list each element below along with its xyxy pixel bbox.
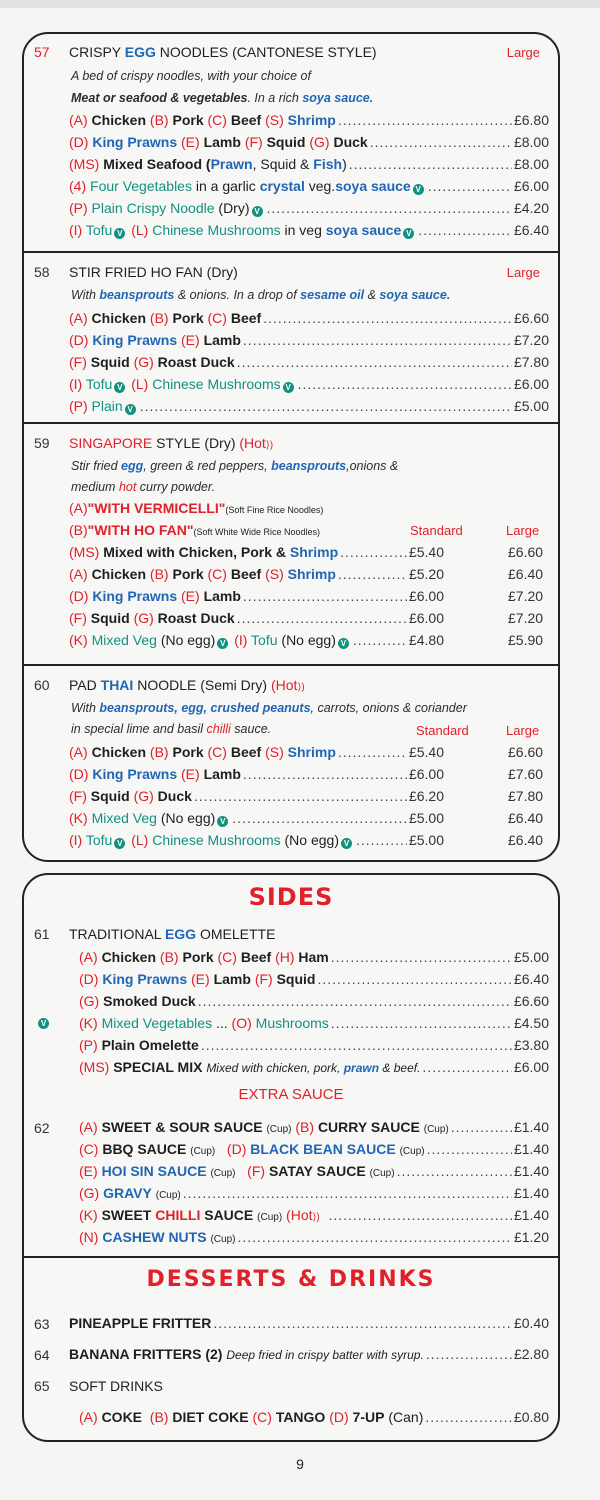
- menu-option-row: (C) BBQ SAUCE (Cup) (D) BLACK BEAN SAUCE (Cup) ..... £1.40: [79, 1141, 549, 1159]
- chilli-icon: ⟩): [312, 1212, 320, 1223]
- item-description: Meat or seafood & vegetables. In a rich soya sauce.: [71, 91, 374, 105]
- vegetarian-icon: V: [403, 228, 414, 239]
- menu-option-row: (A) SWEET & SOUR SAUCE (Cup) (B) CURRY SAUCE (Cup) ..... £1.40: [79, 1119, 549, 1137]
- vegetarian-icon: V: [283, 382, 294, 393]
- menu-option-row: (A) Chicken (B) Pork (C) Beef (S) Shrimp ..... £5.20: [69, 566, 444, 584]
- size-large-label: Large: [506, 45, 540, 60]
- menu-option-row: (MS) Mixed with Chicken, Pork & Shrimp ..... £5.40: [69, 544, 444, 562]
- item-title: PAD THAI NOODLE (Semi Dry) (Hot⟩): [69, 677, 311, 693]
- menu-option-row: (D) King Prawns (E) Lamb ..... £6.00: [69, 766, 444, 784]
- price: £6.00: [513, 1059, 549, 1075]
- price: £4.20: [513, 200, 549, 216]
- menu-option-row: (K) SWEET CHILLI SAUCE (Cup) (Hot⟩) ..... £1.40: [79, 1207, 549, 1225]
- menu-option-row: (P) Plain Crispy Noodle (Dry) V ..... £4.20: [69, 200, 549, 218]
- item-number: 58: [34, 264, 50, 280]
- item-number: 65: [34, 1378, 50, 1394]
- price: £1.20: [513, 1229, 549, 1245]
- item-title: SINGAPORE STYLE (Dry) (Hot⟩): [69, 435, 280, 451]
- menu-item-59: [24, 424, 558, 664]
- vegetarian-icon: V: [114, 838, 125, 849]
- price-large: £6.40: [508, 832, 544, 848]
- price-standard: £5.20: [408, 566, 444, 582]
- noodle-option-vermicelli: (A) "WITH VERMICELLI" (Soft Fine Rice Noodles): [69, 500, 324, 516]
- menu-option-row: (D) King Prawns (E) Lamb ..... £6.00: [69, 588, 444, 606]
- item-title: CRISPY EGG NOODLES (CANTONESE STYLE): [69, 44, 377, 60]
- menu-option-row: (MS) Mixed Seafood (Prawn, Squid & Fish) ..... £8.00: [69, 156, 549, 174]
- chilli-icon: ⟩): [265, 440, 274, 451]
- vegetarian-icon: V: [38, 1018, 49, 1029]
- size-standard-label: Standard: [416, 723, 469, 738]
- vegetarian-icon: V: [217, 816, 228, 827]
- menu-item-60: [24, 666, 558, 856]
- menu-option-row: (P) Plain V ..... £5.00: [69, 398, 549, 416]
- price-large: £6.40: [508, 566, 544, 582]
- vegetarian-icon: V: [413, 184, 424, 195]
- price-large: £7.60: [508, 766, 544, 782]
- vegetarian-icon: V: [114, 228, 125, 239]
- price: £6.40: [513, 222, 549, 238]
- price: £1.40: [513, 1207, 549, 1223]
- menu-option-row: (K) Mixed Veg (No egg) V ..... £5.00: [69, 810, 444, 828]
- price-large: £6.40: [508, 810, 544, 826]
- item-description: With beansprouts, egg, crushed peanuts, carrots, onions & coriander: [71, 701, 467, 715]
- menu-option-row: (F) Squid (G) Roast Duck ..... £7.80: [69, 354, 549, 372]
- price: £3.80: [513, 1037, 549, 1053]
- item-number: 61: [34, 926, 50, 942]
- menu-option-row: (A) COKE (B) DIET COKE (C) TANGO (D) 7-UP (Can) ..... £0.80: [79, 1409, 549, 1427]
- price: £5.00: [513, 398, 549, 414]
- menu-option-row: (A) Chicken (B) Pork (C) Beef (S) Shrimp ..... £5.40: [69, 744, 444, 762]
- price: £1.40: [513, 1185, 549, 1201]
- price: £7.80: [513, 354, 549, 370]
- size-large-label: Large: [506, 723, 540, 738]
- vegetarian-icon: V: [252, 206, 263, 217]
- item-description: With beansprouts & onions. In a drop of sesame oil & soya sauce.: [71, 288, 451, 302]
- price-large: £5.90: [508, 632, 544, 648]
- desserts-drinks-heading: DESSERTS & DRINKS: [146, 1267, 436, 1292]
- vegetarian-icon: V: [217, 638, 228, 649]
- price: £1.40: [513, 1141, 549, 1157]
- price: £6.60: [513, 993, 549, 1009]
- size-large-label: Large: [506, 523, 540, 538]
- price-large: £7.80: [508, 788, 544, 804]
- price-standard: £6.00: [408, 766, 444, 782]
- price: £4.50: [513, 1015, 549, 1031]
- price-large: £6.60: [508, 544, 544, 560]
- price: £6.00: [513, 178, 549, 194]
- menu-item-57: [24, 34, 558, 259]
- price-large: £7.20: [508, 588, 544, 604]
- price-large: £6.60: [508, 744, 544, 760]
- price-standard: £5.40: [408, 544, 444, 560]
- menu-option-row: (A) Chicken (B) Pork (C) Beef (S) Shrimp ..... £6.80: [69, 112, 549, 130]
- item-description: in special lime and basil chilli sauce.: [71, 722, 272, 736]
- menu-option-row: (K) Mixed Vegetables ... (O) Mushrooms ..... £4.50: [79, 1015, 549, 1033]
- item-number: 62: [34, 1120, 50, 1136]
- item-description: Stir fried egg, green & red peppers, beansprouts,onions &: [71, 459, 399, 473]
- item-number: 60: [34, 677, 50, 693]
- menu-option-row: (MS) SPECIAL MIX Mixed with chicken, pork, prawn & beef. ..... £6.00: [79, 1059, 549, 1077]
- size-large-label: Large: [506, 265, 540, 280]
- price-standard: £5.00: [408, 810, 444, 826]
- menu-option-row: (D) King Prawns (E) Lamb ..... £7.20: [69, 332, 549, 350]
- menu-option-row: (P) Plain Omelette ..... £3.80: [79, 1037, 549, 1055]
- price: £1.40: [513, 1119, 549, 1135]
- price-standard: £6.00: [408, 610, 444, 626]
- menu-option-row: (G) GRAVY (Cup) ..... £1.40: [79, 1185, 549, 1203]
- item-title: TRADITIONAL EGG OMELETTE: [69, 926, 276, 942]
- menu-option-row: (F) Squid (G) Roast Duck ..... £6.00: [69, 610, 444, 628]
- price-standard: £5.00: [408, 832, 444, 848]
- extra-sauce-heading: EXTRA SAUCE: [238, 1086, 344, 1103]
- chilli-icon: ⟩): [297, 682, 305, 693]
- page-number: 9: [296, 1456, 304, 1472]
- menu-option-row: BANANA FRITTERS (2) Deep fried in crispy batter with syrup. ..... £2.80: [69, 1346, 549, 1364]
- size-standard-label: Standard: [410, 523, 463, 538]
- price: £5.00: [513, 949, 549, 965]
- menu-option-row: PINEAPPLE FRITTER ..... £0.40: [69, 1315, 549, 1333]
- sides-heading: SIDES: [248, 883, 334, 911]
- vegetarian-icon: V: [338, 638, 349, 649]
- vegetarian-icon: V: [341, 838, 352, 849]
- menu-option-row: (F) Squid (G) Duck ..... £6.20: [69, 788, 444, 806]
- price-standard: £6.20: [408, 788, 444, 804]
- menu-option-row: (I) Tofu V (L) Chinese Mushrooms (No egg) V ..... £5.00: [69, 832, 444, 850]
- price: £6.00: [513, 376, 549, 392]
- vegetarian-icon: V: [114, 382, 125, 393]
- top-edge: [0, 0, 600, 8]
- price-large: £7.20: [508, 610, 544, 626]
- price: £2.80: [513, 1346, 549, 1362]
- price: £0.80: [513, 1409, 549, 1425]
- price: £0.40: [513, 1315, 549, 1331]
- price: £8.00: [513, 156, 549, 172]
- price: £6.40: [513, 971, 549, 987]
- menu-option-row: (G) Smoked Duck ..... £6.60: [79, 993, 549, 1011]
- menu-option-row: (4) Four Vegetables in a garlic crystal veg.soya sauce V ..... £6.00: [69, 178, 549, 196]
- menu-option-row: (A) Chicken (B) Pork (C) Beef ..... £6.60: [69, 310, 549, 328]
- price-standard: £6.00: [408, 588, 444, 604]
- noodle-option-ho-fan: (B) "WITH HO FAN" (Soft White Wide Rice Noodles): [69, 522, 321, 538]
- item-description: medium hot curry powder.: [71, 480, 216, 494]
- item-number: 64: [34, 1347, 50, 1363]
- noodles-panel: [22, 32, 560, 862]
- price: £7.20: [513, 332, 549, 348]
- sides-panel: [22, 873, 560, 1442]
- menu-option-row: (E) HOI SIN SAUCE (Cup) (F) SATAY SAUCE (Cup) ..... £1.40: [79, 1163, 549, 1181]
- menu-option-row: (A) Chicken (B) Pork (C) Beef (H) Ham ..... £5.00: [79, 949, 549, 967]
- item-title: STIR FRIED HO FAN (Dry): [69, 264, 238, 280]
- item-number: 57: [34, 44, 50, 60]
- price-standard: £4.80: [408, 632, 444, 648]
- menu-option-row: (K) Mixed Veg (No egg) V (I) Tofu (No egg) V ..... £4.80: [69, 632, 444, 650]
- menu-option-row: (D) King Prawns (E) Lamb (F) Squid (G) Duck ..... £8.00: [69, 134, 549, 152]
- price: £6.80: [513, 112, 549, 128]
- item-number: 59: [34, 435, 50, 451]
- menu-item-58: [24, 253, 558, 423]
- menu-option-row: (I) Tofu V (L) Chinese Mushrooms in veg soya sauce V ..... £6.40: [69, 222, 549, 240]
- price: £1.40: [513, 1163, 549, 1179]
- menu-option-row: (N) CASHEW NUTS (Cup) ..... £1.20: [79, 1229, 549, 1247]
- vegetarian-icon: V: [125, 404, 136, 415]
- price: £8.00: [513, 134, 549, 150]
- item-description: A bed of crispy noodles, with your choice of: [71, 69, 311, 83]
- price-standard: £5.40: [408, 744, 444, 760]
- section-divider: [24, 1256, 558, 1258]
- item-number: 63: [34, 1316, 50, 1332]
- menu-option-row: (I) Tofu V (L) Chinese Mushrooms V ..... £6.00: [69, 376, 549, 394]
- item-title: SOFT DRINKS: [69, 1378, 163, 1394]
- menu-option-row: (D) King Prawns (E) Lamb (F) Squid ..... £6.40: [79, 971, 549, 989]
- price: £6.60: [513, 310, 549, 326]
